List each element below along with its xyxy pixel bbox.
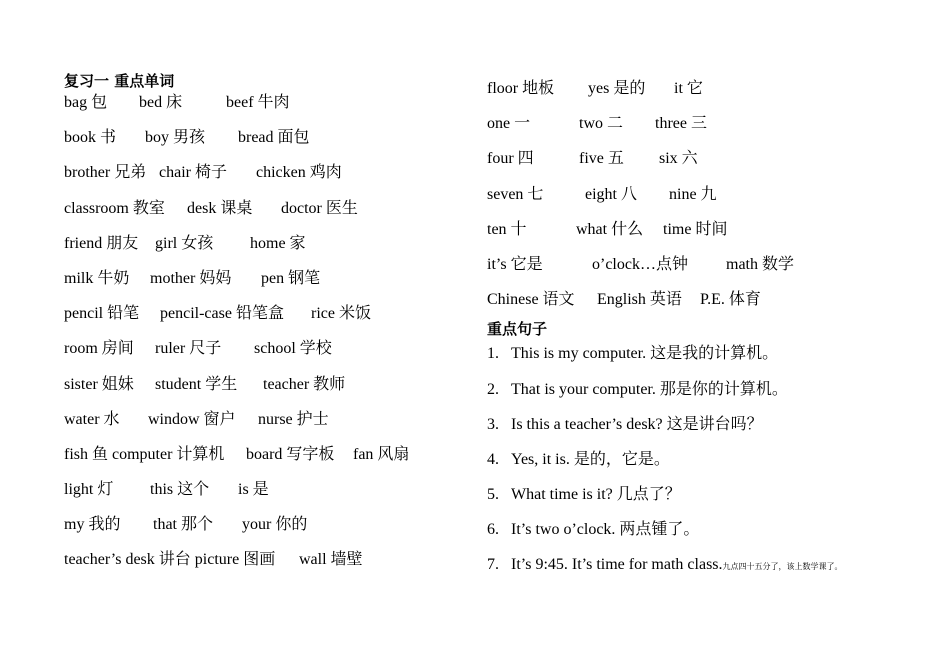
vocab-word: floor 地板 <box>487 80 555 97</box>
sentence-text: Is this a teacher’s desk? 这是讲台吗？ <box>511 415 763 433</box>
vocab-word: nurse 护士 <box>258 410 329 428</box>
vocab-word: ruler 尺子 <box>155 340 222 358</box>
sentence-list <box>487 343 927 589</box>
vocab-word: time 时间 <box>663 220 728 238</box>
vocab-word: mother 妈妈 <box>150 269 232 287</box>
vocab-word: what 什么 <box>576 220 644 238</box>
vocab-row <box>487 78 927 113</box>
sentence-item <box>487 449 927 484</box>
right-column <box>487 78 927 590</box>
sentence-text: It’s two o’clock. 两点锺了。 <box>511 521 700 539</box>
sentence-number: 4. <box>487 450 499 468</box>
sentence-note: 九点四十五分了，该上数学课了。 <box>722 562 843 572</box>
vocab-row <box>64 374 464 409</box>
sentence-item <box>487 343 927 378</box>
vocab-row <box>64 338 464 373</box>
vocab-row <box>487 219 927 254</box>
vocab-word: light 灯 <box>64 481 114 499</box>
vocab-row <box>64 409 464 444</box>
vocab-word: o’clock…点钟 <box>592 255 688 273</box>
sentence-number: 3. <box>487 415 499 433</box>
sentence-number: 2. <box>487 380 499 398</box>
vocab-row <box>64 92 464 127</box>
vocab-word: doctor 医生 <box>281 199 358 217</box>
vocab-word: bread 面包 <box>238 129 310 147</box>
vocab-word: room 房间 <box>64 340 134 358</box>
vocab-row <box>64 162 464 197</box>
vocab-word: pencil-case 铅笔盒 <box>160 305 284 323</box>
vocab-word: fan 风扇 <box>353 445 410 463</box>
vocab-word: milk 牛奶 <box>64 269 130 287</box>
vocab-word: two 二 <box>579 115 624 133</box>
sentence-item <box>487 554 927 589</box>
vocab-word: school 学校 <box>254 340 332 358</box>
vocab-word: chicken 鸡肉 <box>256 164 342 182</box>
vocab-row <box>64 198 464 233</box>
vocab-row <box>487 148 927 183</box>
vocab-word: teacher’s desk 讲台 picture 图画 <box>64 551 276 569</box>
vocab-word: board 写字板 <box>246 445 335 463</box>
vocab-word: pencil 铅笔 <box>64 305 140 323</box>
vocab-word: Chinese 语文 <box>487 291 575 309</box>
vocab-word: wall 墙壁 <box>299 551 363 569</box>
vocab-word: boy 男孩 <box>145 129 206 147</box>
vocab-word: friend 朋友 <box>64 234 139 252</box>
sentence-text: What time is it? 几点了？ <box>511 486 681 504</box>
vocab-word: chair 椅子 <box>159 164 227 182</box>
vocab-word: it’s 它是 <box>487 255 543 273</box>
sentence-item <box>487 484 927 519</box>
vocab-word: it 它 <box>674 80 703 97</box>
sentence-item <box>487 379 927 414</box>
vocab-word: student 学生 <box>155 375 238 393</box>
vocab-word: beef 牛肉 <box>226 94 290 111</box>
vocab-word: bag 包 <box>64 94 108 111</box>
vocab-row <box>64 127 464 162</box>
sentence-text: This is my computer. 这是我的计算机。 <box>511 345 779 363</box>
vocab-word: pen 钢笔 <box>261 269 321 287</box>
vocab-word: three 三 <box>655 115 707 133</box>
vocab-word: my 我的 <box>64 516 121 534</box>
vocab-left-column <box>64 70 464 585</box>
vocab-word: water 水 <box>64 410 120 428</box>
vocab-word: fish 鱼 computer 计算机 <box>64 445 225 463</box>
vocab-word: English 英语 <box>597 291 682 309</box>
vocab-word: that 那个 <box>153 516 213 534</box>
sentence-text: That is your computer. 那是你的计算机。 <box>511 380 788 398</box>
vocab-word: seven 七 <box>487 185 544 203</box>
vocab-word: teacher 教师 <box>263 375 346 393</box>
vocab-word: your 你的 <box>242 516 308 534</box>
vocab-word: rice 米饭 <box>311 305 371 323</box>
vocab-row <box>64 479 464 514</box>
vocab-row <box>64 514 464 549</box>
sentence-item <box>487 414 927 449</box>
vocab-word: brother 兄弟 <box>64 164 147 182</box>
vocab-word: home 家 <box>250 234 306 252</box>
vocab-word: desk 课桌 <box>187 199 253 217</box>
vocab-row <box>64 268 464 303</box>
sentence-number: 1. <box>487 345 499 363</box>
vocab-word: is 是 <box>238 481 269 499</box>
vocab-word: ten 十 <box>487 220 527 238</box>
vocab-row <box>487 184 927 219</box>
vocab-word: this 这个 <box>150 481 210 499</box>
vocab-word: five 五 <box>579 150 624 168</box>
sentence-number: 7. <box>487 556 499 574</box>
sentence-number: 6. <box>487 521 499 539</box>
vocab-word: eight 八 <box>585 185 637 203</box>
vocab-word: window 窗户 <box>148 410 236 428</box>
vocab-row <box>64 444 464 479</box>
vocab-row <box>64 549 464 584</box>
vocab-row <box>64 233 464 268</box>
vocab-row <box>487 113 927 148</box>
sentence-number: 5. <box>487 486 499 504</box>
vocab-row <box>487 254 927 289</box>
sentence-text: Yes, it is. 是的，它是。 <box>511 450 670 468</box>
vocab-word: math 数学 <box>726 255 794 273</box>
vocab-word: classroom 教室 <box>64 199 165 217</box>
vocab-word: one 一 <box>487 115 531 133</box>
vocab-word: yes 是的 <box>588 80 646 97</box>
vocab-word: sister 姐妹 <box>64 375 134 393</box>
vocab-word: four 四 <box>487 150 534 168</box>
vocab-word: P.E. 体育 <box>700 291 761 309</box>
vocab-right-list <box>487 78 927 324</box>
vocab-heading: 复习一 重点单词 <box>64 72 175 90</box>
vocab-word: book 书 <box>64 129 117 147</box>
vocab-word: nine 九 <box>669 185 717 203</box>
sentence-item <box>487 519 927 554</box>
sentences-heading: 重点句子 <box>487 320 548 339</box>
vocab-left-list <box>64 92 464 585</box>
vocab-word: six 六 <box>659 150 698 168</box>
vocab-row <box>64 303 464 338</box>
sentence-text: It’s 9:45. It’s time for math class. <box>511 556 723 574</box>
vocab-word: bed 床 <box>139 94 183 111</box>
vocab-word: girl 女孩 <box>155 234 214 252</box>
